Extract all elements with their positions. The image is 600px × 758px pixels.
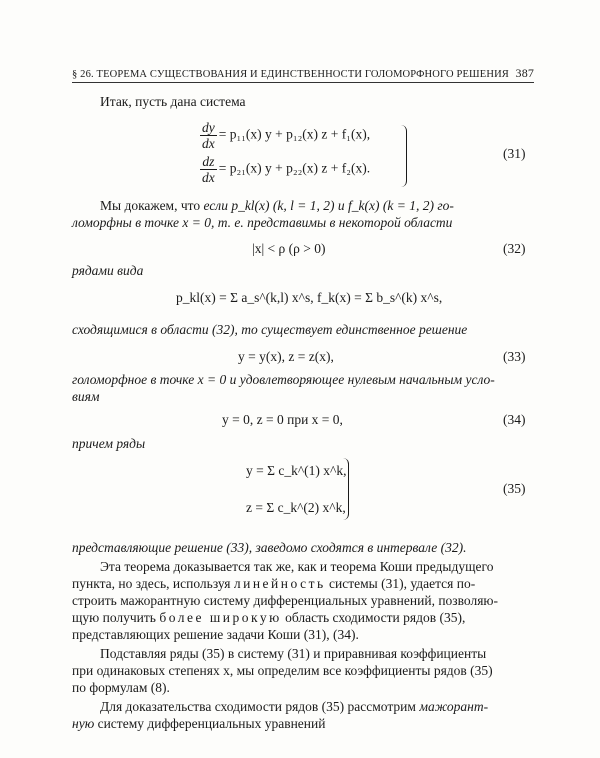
equation-34-number: (34) — [503, 412, 526, 427]
para1-line2-c: системы (31), удается по- — [329, 576, 476, 591]
intro-line: Итак, пусть дана система — [100, 94, 246, 109]
running-title: § 26. ТЕОРЕМА СУЩЕСТВОВАНИЯ И ЕДИНСТВЕННОСТИ ГОЛОМОРФНОГО РЕШЕНИЯ — [72, 69, 509, 80]
equation-31-rhs1: = p₁₁(x) y + p₁₂(x) z + f₁(x), — [218, 126, 371, 142]
holomorphic-line-1: голоморфное в точке x = 0 и удовлетворяющее нулевым начальным усло- — [72, 372, 495, 387]
equation-31-line1 — [200, 120, 370, 151]
para1-line4-a: щую получить — [72, 610, 156, 625]
para1-spaced-linearity: линейность — [233, 576, 326, 591]
equation-32: |x| < ρ (ρ > 0) — [252, 241, 326, 256]
series-equation: p_kl(x) = Σ a_s^(k,l) x^s, f_k(x) = Σ b_s^(k) x^s, — [176, 290, 443, 305]
equation-35-line1: y = Σ c_k^(1) x^k, — [246, 463, 347, 478]
dz-dx-fraction: $\frac{dz}{dx}$ — [202, 154, 215, 185]
para2-line3: по формулам (8). — [72, 680, 170, 695]
para3-line1-a: Для доказательства сходимости рядов (35) рассмотрим — [100, 699, 416, 714]
para3-italic-nuyu: ную — [72, 716, 95, 731]
equation-35-line2: z = Σ c_k^(2) x^k, — [246, 500, 346, 515]
series-of-form-line: рядами вида — [72, 263, 144, 278]
para3-italic-majorant: мажорант- — [419, 699, 489, 714]
header-rule — [72, 82, 534, 83]
equation-31-number: (31) — [503, 146, 526, 161]
equation-31-rhs2: = p₂₁(x) y + p₂₂(x) z + f₂(x). — [218, 160, 371, 176]
para3-line2-b: систему дифференциальных уравнений — [97, 716, 326, 731]
equation-32-number: (32) — [503, 241, 526, 256]
prove-plain: Мы докажем, что — [100, 198, 201, 213]
representing-line: представляющие решение (33), заведомо сходятся в интервале (32). — [72, 540, 467, 555]
page-number: 387 — [515, 66, 534, 80]
para2-line1: Подставляя ряды (35) в систему (31) и приравнивая коэффициенты — [100, 646, 487, 661]
para1-line2-a: пункта, но здесь, используя — [72, 576, 231, 591]
equation-31-line2 — [200, 154, 370, 185]
equation-33-number: (33) — [503, 349, 526, 364]
prove-line-1 — [100, 198, 454, 214]
running-header — [72, 66, 534, 81]
para2-line2: при одинаковых степенях x, мы определим все коэффициенты рядов (35) — [72, 663, 493, 678]
prove-italic: если p_kl(x) (k, l = 1, 2) и f_k(x) (k = 1, 2) го- — [203, 198, 454, 213]
para3-line1 — [100, 699, 488, 715]
equation-35-number: (35) — [503, 481, 526, 496]
equation-33: y = y(x), z = z(x), — [238, 349, 334, 364]
para1-line1: Эта теорема доказывается так же, как и теорема Коши предыдущего — [100, 559, 494, 574]
equation-34: y = 0, z = 0 при x = 0, — [222, 412, 343, 427]
para3-line2 — [72, 716, 325, 732]
right-brace-31 — [400, 125, 407, 187]
para1-line4 — [72, 610, 465, 626]
para1-spaced-wider: более широкую — [159, 610, 282, 625]
prove-line-2: ломорфны в точке x = 0, т. е. представимы в некоторой области — [72, 215, 453, 230]
holomorphic-line-2: виям — [72, 389, 100, 404]
para1-line5: представляющих решение задачи Коши (31), (34). — [72, 627, 359, 642]
and-series-line: причем ряды — [72, 436, 146, 451]
para1-line2 — [72, 576, 475, 592]
para1-line4-c: область сходимости рядов (35), — [285, 610, 466, 625]
right-brace-35 — [342, 458, 349, 520]
para1-line3: строить мажорантную систему дифференциальных уравнений, позволяю- — [72, 593, 499, 608]
dy-dx-fraction: $\frac{dy}{dx}$ — [202, 120, 215, 151]
converging-line: сходящимися в области (32), то существует единственное решение — [72, 322, 468, 337]
